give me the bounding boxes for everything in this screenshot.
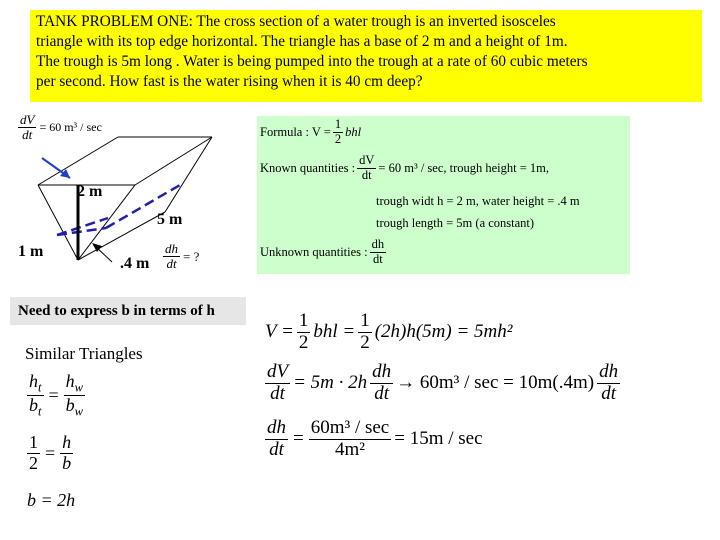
known-line-3: trough length = 5m (a constant) [376, 216, 535, 230]
problem-line: The trough is 5m long . Water is being pumped into the trough at a rate of 60 cubic meters [36, 53, 588, 70]
rate-given: $\frac{dV}{dt}$ = 60 m³ / sec [20, 112, 102, 143]
formula-box [257, 116, 630, 274]
b-equals-2h: b = 2h [27, 490, 76, 510]
label-5m: 5 m [157, 211, 183, 228]
known-line-1: Known quantities : $\frac{dV}{dt}$ = 60 m³ / sec, trough height = 1m, [260, 153, 550, 182]
problem-statement [30, 10, 702, 102]
volume-equation: V = $\frac{1}{2}$ bhl = $\frac{1}{2}$ (2h)h(5m) = 5mh² [265, 310, 513, 353]
label-04m: .4 m [120, 255, 150, 272]
derivative-equation: $\frac{dV}{dt}$ = 5m · 2h $\frac{dh}{dt}$ → 60m³ / sec = 10m(.4m) $\frac{dh}{dt}$ [267, 361, 619, 404]
formula-line: Formula : V = $\frac{1}{2}$ bhl [260, 117, 362, 146]
hint-box: Need to express b in terms of h [10, 297, 246, 325]
similar-ratio-general: $\frac{h_t}{b_t}$ = $\frac{h_w}{b_w}$ [29, 371, 84, 420]
known-line-2: trough widt h = 2 m, water height = .4 m [376, 194, 580, 208]
label-2m: 2 m [77, 183, 103, 200]
result-equation: $\frac{dh}{dt}$ = $\frac{\text{60m³ / sec}}{\text{4m²}}$ = 15m / sec [267, 417, 483, 460]
unknown-rate: $\frac{dh}{dt}$ = ? [165, 241, 200, 272]
unknown-line: Unknown quantities : $\frac{dh}{dt}$ [260, 237, 385, 266]
problem-line: TANK PROBLEM ONE: The cross section of a water trough is an inverted isosceles [36, 13, 556, 30]
similar-triangles-title: Similar Triangles [25, 344, 143, 363]
problem-line: per second. How fast is the water rising when it is 40 cm deep? [36, 73, 423, 90]
problem-line: triangle with its top edge horizontal. The triangle has a base of 2 m and a height of 1m. [36, 33, 568, 50]
similar-ratio-values: $\frac{1}{2}$ = $\frac{h}{b}$ [29, 432, 72, 473]
label-1m: 1 m [18, 243, 44, 260]
